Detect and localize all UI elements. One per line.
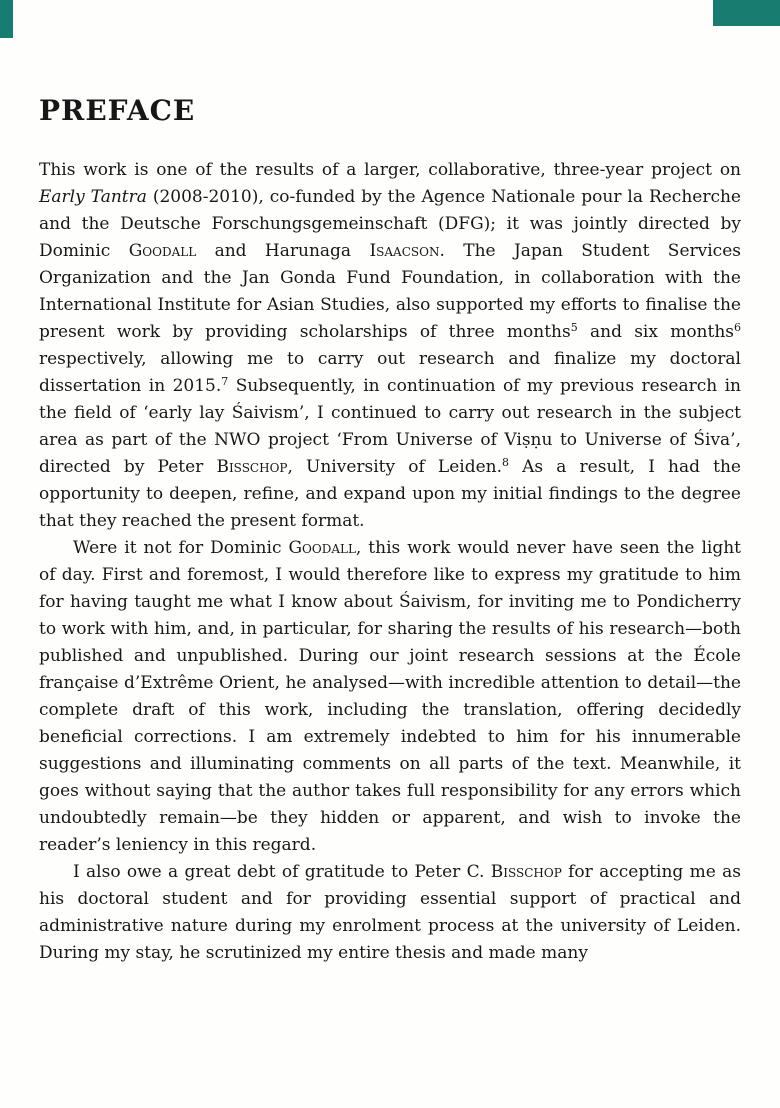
- footnote-ref: 5: [570, 321, 578, 334]
- paragraph: [39, 535, 741, 859]
- footnote-ref: 8: [502, 456, 509, 469]
- text-run: respectively, allowing me to carry out research and finalize my doctoral dissertation in 2015.: [39, 349, 741, 396]
- scan-artifact-top-right: [713, 0, 780, 26]
- scan-artifact-top-left: [0, 0, 13, 38]
- text-run: Isaacson: [369, 241, 440, 261]
- text-run: , this work would never have seen the light of day. First and foremost, I would therefore like to express my gratitude to him for having taught me what I know about Śaivism, for inviting me to Pondicherry to work with him, and, in particular, for sharing the results of his research—both published and unpublished. During our joint research sessions at the École française d’Extrême Orient, he analysed—with incredible attention to detail—the complete draft of this work, including the translation, offering decidedly beneficial corrections. I am extremely indebted to him for his innumerable suggestions and illuminating comments on all parts of the text. Meanwhile, it goes without saying that the author takes full responsibility for any errors which undoubtedly remain—be they hidden or apparent, and wish to invoke the reader’s leniency in this regard.: [39, 538, 741, 855]
- preface-paragraphs: [39, 157, 741, 967]
- text-run: Goodall: [128, 241, 197, 261]
- text-run: Bisschop: [490, 862, 562, 882]
- text-run: As a result, I had the opportunity to deepen, refine, and expand upon my initial findings to the degree that they reached the present format.: [39, 457, 741, 531]
- text-run: Early Tantra: [39, 187, 147, 207]
- text-run: (2008-2010), co-funded by the Agence Nationale pour la Recherche and the Deutsche Forschungsgemeinschaft (DFG); it was jointly directed by Dominic: [39, 187, 741, 261]
- text-run: , University of Leiden.: [287, 457, 502, 477]
- footnote-ref: 7: [221, 375, 229, 388]
- text-run: This work is one of the results of a larger, collaborative, three-year project on: [39, 160, 741, 180]
- text-run: Subsequently, in continuation of my previous research in the field of ‘early lay Śaivism’, I continued to carry out research in the subject area as part of the NWO project ‘From Universe of Viṣṇu to Universe of Śiva’, directed by Peter: [39, 376, 741, 477]
- text-run: Goodall: [288, 538, 356, 558]
- paragraph: [39, 157, 741, 535]
- book-page: [39, 94, 741, 967]
- paragraph: [39, 859, 741, 967]
- text-run: Bisschop: [216, 457, 288, 477]
- text-run: and six months: [577, 322, 735, 342]
- page-title: PREFACE: [39, 94, 196, 127]
- text-run: and Harunaga: [196, 241, 370, 261]
- text-run: . The Japan Student Services Organization and the Jan Gonda Fund Foundation, in collaboration with the International Institute for Asian Studies, also supported my efforts to finalise the present work by providing scholarships of three months: [39, 241, 741, 342]
- text-run: for accepting me as his doctoral student and for providing essential support of practical and administrative nature during my enrolment process at the university of Leiden. During my stay, he scrutinized my entire thesis and made many: [39, 862, 742, 963]
- footnote-ref: 6: [734, 321, 742, 334]
- text-run: I also owe a great debt of gratitude to Peter C.: [73, 862, 491, 882]
- text-run: Were it not for Dominic: [73, 538, 289, 558]
